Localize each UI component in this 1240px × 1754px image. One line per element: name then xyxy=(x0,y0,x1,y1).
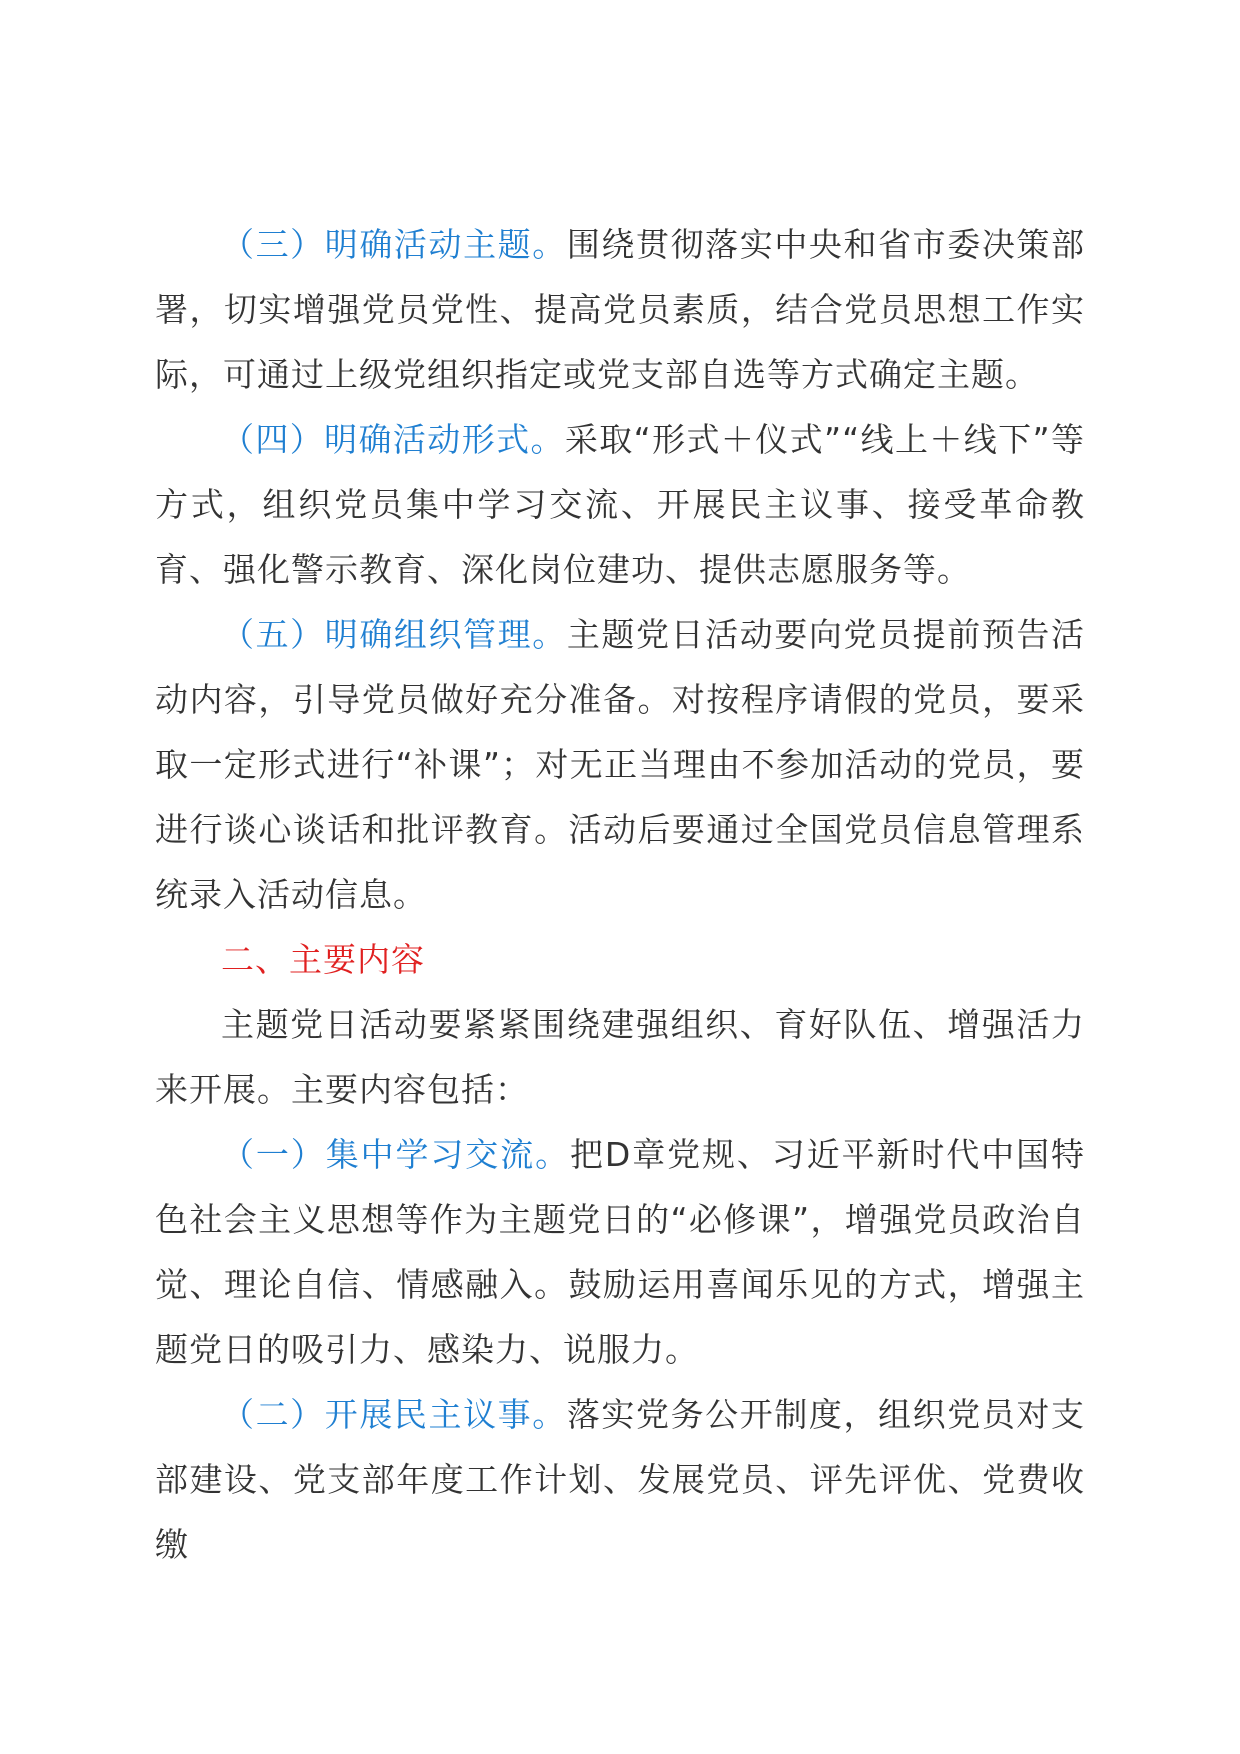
document-page xyxy=(155,212,1085,1577)
paragraph-study-exchange xyxy=(155,1122,1085,1382)
heading-study-exchange: （一）集中学习交流。 xyxy=(221,1135,570,1174)
paragraph-democratic-deliberation xyxy=(155,1382,1085,1577)
section-intro: 主题党日活动要紧紧围绕建强组织、育好队伍、增强活力来开展。主要内容包括： xyxy=(155,1005,1085,1109)
heading-activity-form: （四）明确活动形式。 xyxy=(221,420,565,459)
paragraph-activity-form xyxy=(155,407,1085,602)
heading-activity-theme: （三）明确活动主题。 xyxy=(221,225,567,264)
section-heading-main-content: 二、主要内容 xyxy=(221,940,425,979)
paragraph-body: 围绕贯彻落实中央和省市委决策部署，切实增强党员党性、提高党员素质，结合党员思想工作实际，可通过上级党组织指定或党支部自选等方式确定主题。 xyxy=(155,225,1086,394)
paragraph-organization-management xyxy=(155,602,1085,927)
heading-democratic-deliberation: （二）开展民主议事。 xyxy=(221,1395,567,1434)
paragraph-body: 采取“形式＋仪式”“线上＋线下”等方式，组织党员集中学习交流、开展民主议事、接受革命教育、强化警示教育、深化岗位建功、提供志愿服务等。 xyxy=(155,420,1085,589)
paragraph-body: 落实党务公开制度，组织党员对支部建设、党支部年度工作计划、发展党员、评先评优、党费收缴 xyxy=(155,1395,1086,1564)
paragraph-body: 把D章党规、习近平新时代中国特色社会主义思想等作为主题党日的“必修课”，增强党员政治自觉、理论自信、情感融入。鼓励运用喜闻乐见的方式，增强主题党日的吸引力、感染力、说服力。 xyxy=(155,1135,1085,1369)
heading-organization-management: （五）明确组织管理。 xyxy=(221,615,567,654)
paragraph-activity-theme xyxy=(155,212,1085,407)
paragraph-body: 主题党日活动要向党员提前预告活动内容，引导党员做好充分准备。对按程序请假的党员，要采取一定形式进行“补课”；对无正当理由不参加活动的党员，要进行谈心谈话和批评教育。活动后要通过全国党员信息管理系统录入活动信息。 xyxy=(155,615,1086,914)
